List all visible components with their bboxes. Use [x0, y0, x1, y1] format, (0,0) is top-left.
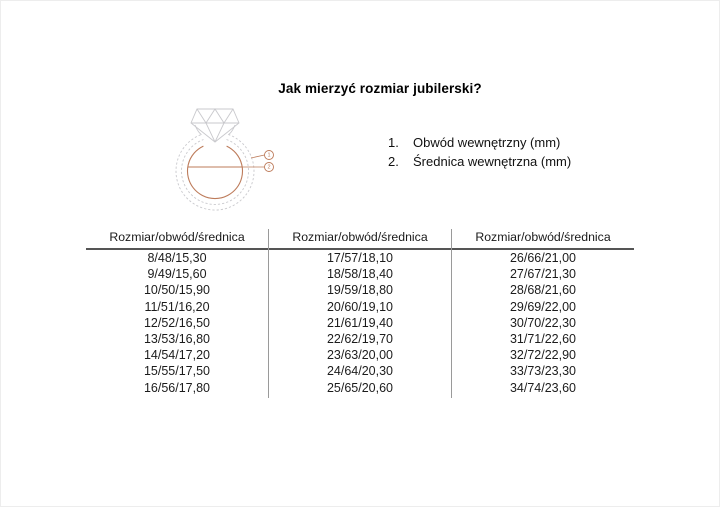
table-cell: 12/52/16,50	[143, 315, 211, 330]
table-cell: 11/51/16,20	[144, 299, 210, 314]
table-cell: 28/68/21,60	[509, 283, 577, 298]
table-cell: 19/59/18,80	[326, 283, 394, 298]
callout-2-badge	[265, 163, 274, 172]
size-table-column-2	[268, 229, 451, 398]
table-cell: 34/74/23,60	[509, 380, 577, 395]
callout-1-number: 1	[267, 152, 271, 159]
legend-item-diameter	[388, 153, 571, 172]
ring-size-table	[86, 229, 634, 398]
size-table-column-1	[86, 229, 268, 398]
table-cell: 21/61/19,40	[326, 315, 394, 330]
table-cell: 15/55/17,50	[143, 364, 211, 379]
column-header: Rozmiar/obwód/średnica	[452, 229, 634, 250]
table-cell: 14/54/17,20	[143, 348, 211, 363]
callout-1-badge	[265, 151, 274, 160]
table-cell: 22/62/19,70	[326, 331, 394, 346]
table-cell: 32/72/22,90	[509, 348, 577, 363]
table-cell: 27/67/21,30	[509, 267, 577, 282]
table-cell: 8/48/15,30	[147, 251, 207, 265]
table-cell: 24/64/20,30	[326, 364, 394, 379]
table-cell: 23/63/20,00	[326, 348, 394, 363]
legend-item-label: Średnica wewnętrzna (mm)	[413, 153, 572, 169]
inner-circumference-outline	[188, 146, 265, 198]
page-title: Jak mierzyć rozmiar jubilerski?	[278, 81, 482, 96]
table-cell: 25/65/20,60	[326, 380, 394, 395]
table-cell: 9/49/15,60	[147, 267, 207, 282]
diamond-icon	[191, 109, 239, 142]
column-header: Rozmiar/obwód/średnica	[86, 229, 268, 250]
column-header: Rozmiar/obwód/średnica	[269, 229, 451, 250]
legend-item-circumference	[388, 134, 571, 153]
table-cell: 16/56/17,80	[143, 380, 211, 395]
table-cell: 33/73/23,30	[509, 364, 577, 379]
legend-item-number: 1.	[388, 135, 399, 150]
table-cell: 13/53/16,80	[143, 331, 211, 346]
table-cell: 18/58/18,40	[326, 267, 394, 282]
table-cell: 29/69/22,00	[509, 299, 577, 314]
table-cell: 20/60/19,10	[326, 299, 394, 314]
measurement-legend	[388, 134, 571, 171]
table-cell: 26/66/21,00	[509, 251, 577, 265]
table-cell: 30/70/22,30	[509, 315, 577, 330]
legend-item-number: 2.	[388, 153, 399, 169]
legend-item-label: Obwód wewnętrzny (mm)	[413, 135, 561, 150]
table-cell: 17/57/18,10	[326, 251, 394, 265]
table-cell: 31/71/22,60	[509, 331, 577, 346]
table-cell: 10/50/15,90	[143, 283, 211, 298]
ring-diagram	[151, 96, 291, 226]
size-table-column-3	[451, 229, 634, 398]
callout-1-leader	[251, 155, 264, 158]
callout-2-number: 2	[267, 164, 271, 171]
